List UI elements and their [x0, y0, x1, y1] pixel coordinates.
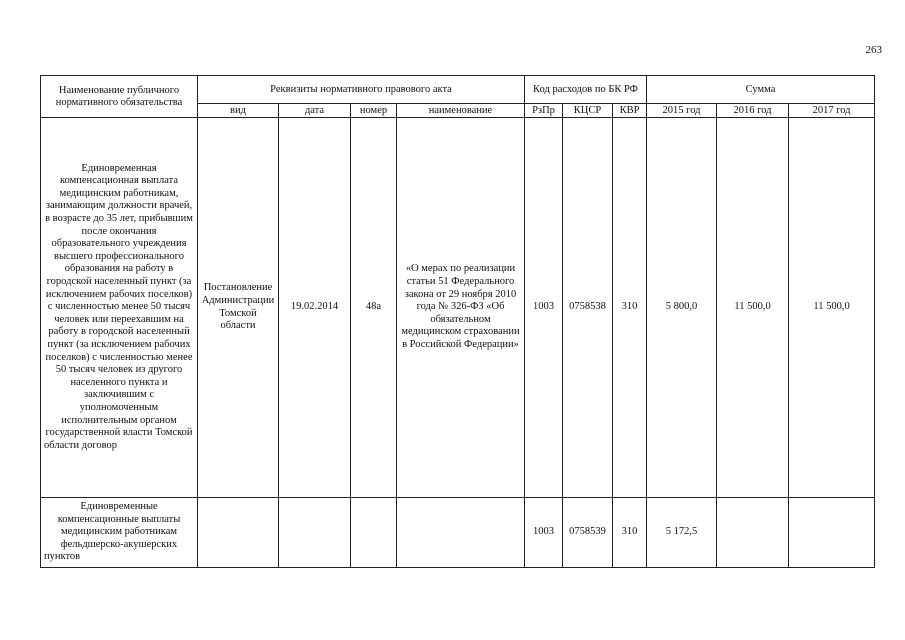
budget-obligations-table	[40, 75, 875, 568]
sum-2017-cell: 11 500,0	[789, 118, 875, 498]
kcsr-cell: 0758538	[563, 118, 613, 498]
header-year-2017: 2017 год	[789, 104, 875, 118]
rzpr-cell: 1003	[525, 498, 563, 568]
act-date-cell	[279, 498, 351, 568]
sum-2016-cell	[717, 498, 789, 568]
act-title-cell	[397, 498, 525, 568]
table-row	[41, 118, 875, 498]
header-act-date: дата	[279, 104, 351, 118]
obligation-name-cell: Единовременные компенсационные выплаты медицинским работникам фельдшерско-акушерских пунктов	[41, 498, 198, 568]
header-obligation-name: Наименование публичного нормативного обязательства	[41, 76, 198, 118]
header-act-number: номер	[351, 104, 397, 118]
act-type-cell: Постановление Администрации Томской области	[198, 118, 279, 498]
act-title-cell: «О мерах по реализации статьи 51 Федерального закона от 29 ноября 2010 года № 326-ФЗ «Об обязательном медицинском страховании в Российской Федерации»	[397, 118, 525, 498]
header-kcsr: КЦСР	[563, 104, 613, 118]
sum-2015-cell: 5 172,5	[647, 498, 717, 568]
header-legal-act-group: Реквизиты нормативного правового акта	[198, 76, 525, 104]
header-act-title: наименование	[397, 104, 525, 118]
act-number-cell: 48а	[351, 118, 397, 498]
kvr-cell: 310	[613, 498, 647, 568]
act-type-cell	[198, 498, 279, 568]
header-year-2015: 2015 год	[647, 104, 717, 118]
sum-2017-cell	[789, 498, 875, 568]
header-rzpr: РзПр	[525, 104, 563, 118]
sum-2015-cell: 5 800,0	[647, 118, 717, 498]
header-year-2016: 2016 год	[717, 104, 789, 118]
act-date-cell: 19.02.2014	[279, 118, 351, 498]
header-row-groups	[41, 76, 875, 104]
header-expense-code-group: Код расходов по БК РФ	[525, 76, 647, 104]
kcsr-cell: 0758539	[563, 498, 613, 568]
kvr-cell: 310	[613, 118, 647, 498]
page-number: 263	[865, 44, 882, 56]
act-number-cell	[351, 498, 397, 568]
header-sum-group: Сумма	[647, 76, 875, 104]
table-row	[41, 498, 875, 568]
header-kvr: КВР	[613, 104, 647, 118]
sum-2016-cell: 11 500,0	[717, 118, 789, 498]
header-act-type: вид	[198, 104, 279, 118]
rzpr-cell: 1003	[525, 118, 563, 498]
obligation-name-cell: Единовременная компенсационная выплата медицинским работникам, занимающим должности врачей, в возрасте до 35 лет, прибывшим после окончания образовательного учреждения высшего профессионального образования на работу в городской населенный пункт (за исключением рабочих поселков) с численностью менее 50 тысяч человек или переехавшим на работу в городской населенный пункт (за исключением рабочих поселков) с численностью менее 50 тысяч человек из другого населенного пункта и заключившим с уполномоченным исполнительным органом государственной власти Томской области договор	[41, 118, 198, 498]
